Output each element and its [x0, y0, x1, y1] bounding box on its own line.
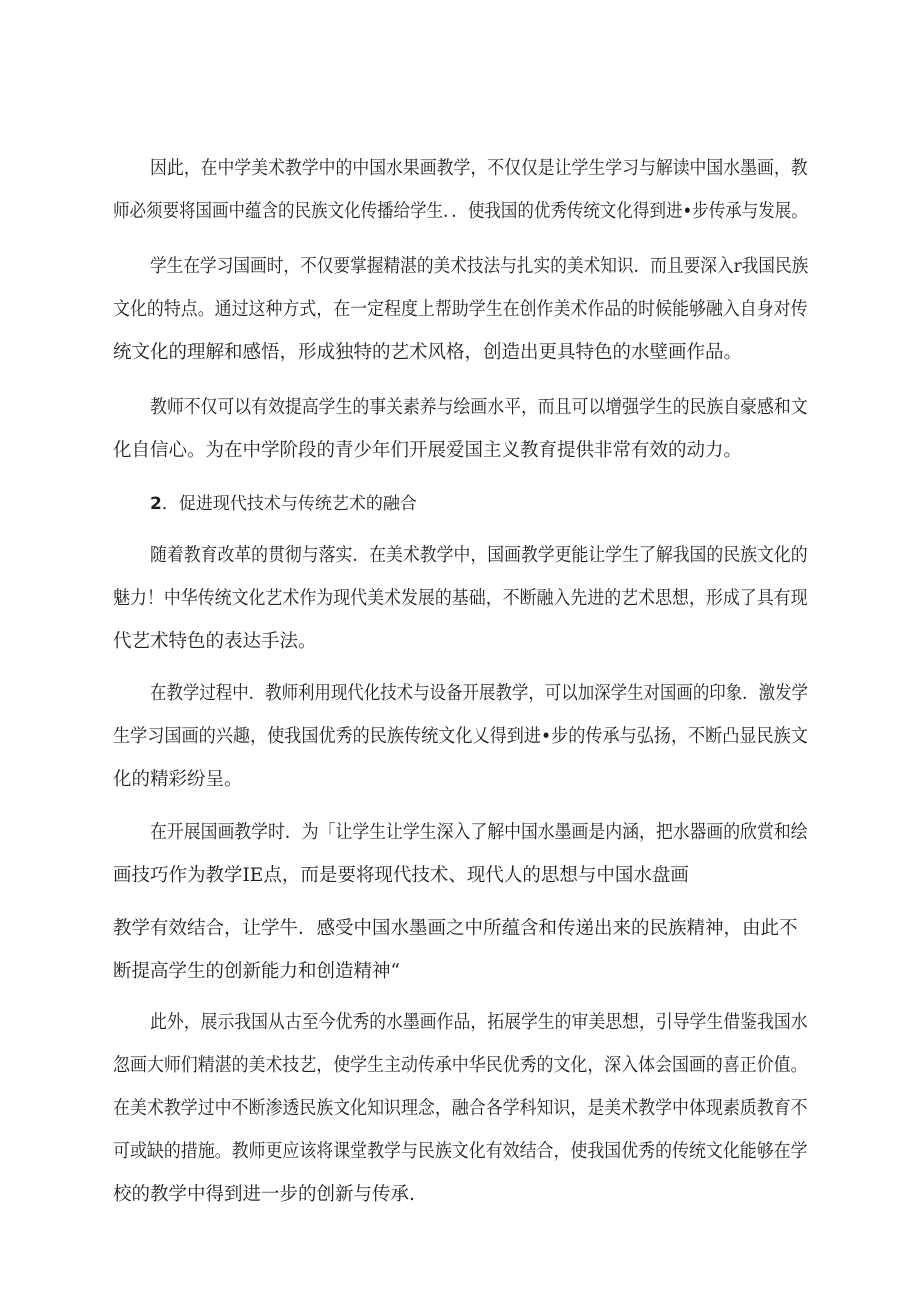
- paragraph-6-line-3: 教学有效结合，让学牛．感受中国水墨画之中所蕴含和传递出来的民族精神，由此不: [113, 918, 798, 939]
- paragraph-4-line-2: 魅力！中华传统文化艺术作为现代美术发展的基础，不断融入先进的艺术思想，形成了具有现: [113, 588, 808, 609]
- paragraph-5-line-2: 生学习国画的兴趣，使我国优秀的民族传统文化乂得到进•步的传承与弘扬，不断凸显民族文: [113, 726, 808, 747]
- section-heading-text: ．促进现代技术与传统艺术的融合: [161, 494, 417, 514]
- paragraph-2-line-1: 学生在学习国画时，不仅要掌握精湛的美术技法与扎实的美术知识．而且要深入r我国民族: [150, 256, 809, 277]
- paragraph-7-line-2: 忽画大师们精湛的美术技艺，使学生主动传承中华民优秀的文化，深入体会国画的喜正价值。: [113, 1055, 808, 1076]
- paragraph-3-line-2: 化自信心。为在中学阶段的青少年们开展爱国主义教育提供非常有效的动力。: [113, 440, 743, 461]
- paragraph-4-line-3: 代艺术特色的表达手法。: [113, 631, 317, 652]
- paragraph-3-line-1: 教师不仅可以有效提高学生的事关素养与绘画水平，而且可以增强学生的民族自豪感和文: [150, 397, 808, 418]
- paragraph-1-line-1: 因此，在中学美术教学中的中国水果画教学，不仅仅是让学生学习与解读中国水墨画，教: [150, 158, 808, 179]
- paragraph-2-line-3: 统文化的理解和感悟，形成独特的艺术风格，创造出更具特色的水壁画作品。: [113, 342, 743, 363]
- paragraph-6-line-1: 在开展国画教学时．为「让学生让学生深入了解中国水墨画是内涵，把水器画的欣赏和绘: [150, 822, 808, 843]
- paragraph-4-line-1: 随着教育改革的贯彻与落实．在美术教学中，国画教学更能让学生了解我国的民族文化的: [150, 545, 808, 566]
- paragraph-5-line-1: 在教学过程中．教师利用现代化技术与设备开展教学，可以加深学生对国画的印象．激发学: [150, 683, 809, 704]
- paragraph-7-line-1: 此外，展示我国从古至今优秀的水墨画作品，拓展学生的审美思想，引导学生借鉴我国水: [150, 1012, 808, 1033]
- section-heading: [150, 492, 417, 516]
- paragraph-5-line-3: 化的精彩纷呈。: [113, 769, 243, 790]
- paragraph-6-line-2: 画技巧作为教学IE点，而是要将现代技术、现代人的思想与中国水盘画: [113, 865, 689, 886]
- paragraph-2-line-2: 文化的特点。通过这种方式，在一定程度上帮助学生在创作美术作品的时候能够融入自身对传: [113, 299, 808, 320]
- section-heading-number: 2: [150, 494, 162, 514]
- paragraph-7-line-3: 在美术教学过中不断渗透民族文化知识理念，融合各学科知识，是美术教学中体现素质教育不: [113, 1098, 808, 1119]
- paragraph-1-line-2: 师必须要将国画中蕴含的民族文化传播给学生．．使我国的优秀传统文化得到进•步传承与发展。: [113, 201, 808, 222]
- paragraph-6-line-4: 断提高学生的创新能力和创造精神“: [113, 961, 400, 982]
- paragraph-7-line-4: 可或缺的措施。教师更应该将课堂教学与民族文化有效结合，使我国优秀的传统文化能够在学: [113, 1141, 808, 1162]
- paragraph-7-line-5: 校的教学中得到进一步的创新与传承.: [113, 1184, 415, 1205]
